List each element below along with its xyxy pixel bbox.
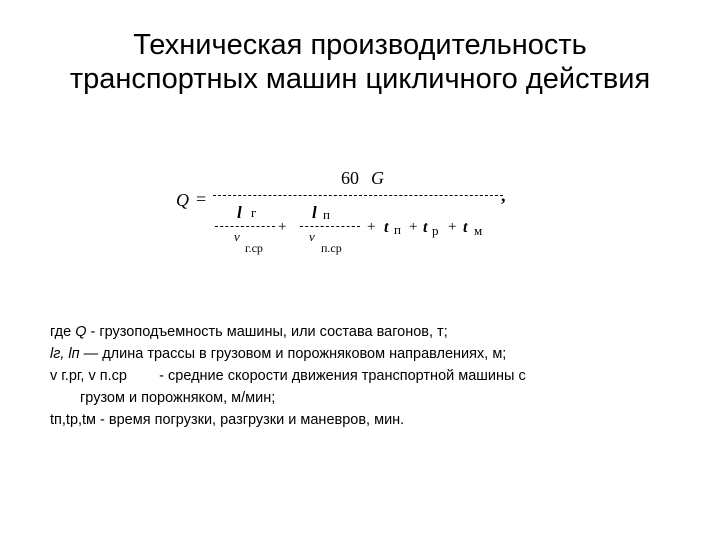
- description-line-3: v г.рг, v п.ср - средние скорости движения транспортной машины с: [50, 368, 526, 384]
- description-line-4: грузом и порожняком, м/мин;: [80, 390, 276, 406]
- description-text-1: - грузоподъемность машины, или состава вагонов, т;: [86, 324, 448, 340]
- term1-fraction-bar: [215, 226, 275, 227]
- slide-title: [0, 28, 720, 96]
- description-line-2: [50, 343, 690, 365]
- term1-numerator-var: l: [237, 203, 242, 222]
- term2-denominator-sub: п.ср: [321, 241, 342, 255]
- t3-var: t: [463, 219, 468, 236]
- numerator-coefficient: 60: [341, 168, 359, 188]
- term2-denominator-var: v: [309, 229, 315, 244]
- plus-sign-2: +: [367, 219, 376, 235]
- t2-var: t: [423, 219, 428, 236]
- productivity-formula: [165, 165, 525, 260]
- term1-denominator-sub: г.ср: [245, 241, 263, 255]
- term2-numerator-sub: п: [323, 207, 330, 222]
- term1-denominator-var: v: [234, 229, 240, 244]
- description-line-1: [50, 321, 690, 343]
- description-var-l: lг, lп: [50, 346, 80, 362]
- description-prefix: где: [50, 324, 76, 340]
- plus-sign-4: +: [448, 219, 457, 235]
- plus-sign-3: +: [409, 219, 418, 235]
- formula-lhs: Q: [176, 190, 189, 210]
- t1-sub: п: [394, 222, 401, 237]
- t3-sub: м: [474, 223, 483, 238]
- formula-equals: =: [196, 189, 207, 209]
- plus-sign-1: +: [278, 219, 287, 235]
- description-var-q: Q: [75, 324, 87, 340]
- main-fraction-bar: [213, 195, 503, 196]
- description-text-2: — длина трассы в грузовом и порожняковом направлениях, м;: [79, 346, 507, 362]
- formula-trailing-comma: ,: [501, 185, 506, 205]
- title-line-2: транспортных машин цикличного действия: [69, 63, 651, 95]
- numerator-variable: G: [371, 168, 384, 188]
- title-line-1: Техническая производительность: [133, 29, 587, 61]
- t2-sub: р: [432, 223, 439, 238]
- variable-descriptions: [50, 321, 690, 431]
- t1-var: t: [384, 219, 389, 236]
- term2-fraction-bar: [300, 226, 360, 227]
- description-line-5: tп,tр,tм - время погрузки, разгрузки и маневров, мин.: [50, 412, 405, 428]
- term1-numerator-sub: г: [251, 205, 257, 220]
- term2-numerator-var: l: [312, 203, 317, 222]
